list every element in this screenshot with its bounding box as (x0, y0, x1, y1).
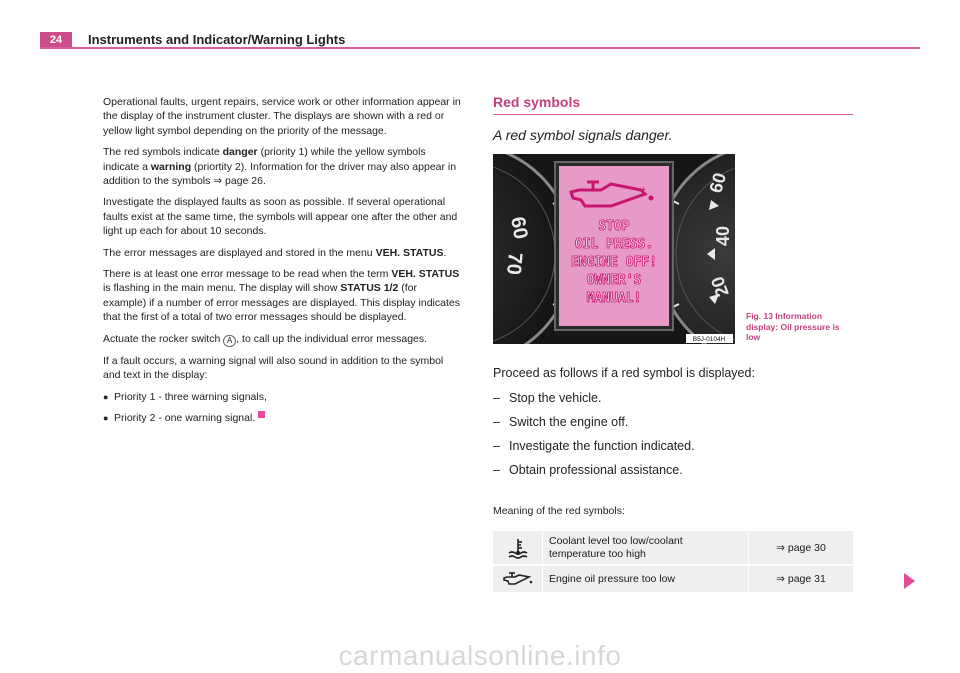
watermark: carmanualsonline.info (338, 640, 622, 671)
term-status-12: STATUS 1/2 (340, 282, 399, 295)
dash-icon: – (493, 439, 500, 453)
bullet-icon: ● (103, 391, 109, 402)
gauge-label: 60 (506, 215, 532, 241)
text-run: The red symbols indicate (103, 146, 223, 159)
paragraph-status (103, 267, 463, 325)
section-subtitle: A red symbol signals danger. (493, 127, 673, 143)
gauge-label: 20 (707, 273, 733, 300)
text-run: The error messages are displayed and stored in the menu (103, 246, 376, 259)
page-reference-link[interactable]: ⇒ page 31 (776, 573, 826, 585)
list-item-text: Priority 2 - one warning signal. (114, 411, 256, 424)
symbol-table (493, 531, 853, 594)
step-item (493, 463, 853, 477)
gauge-label: 70 (502, 251, 526, 276)
page-header (40, 32, 920, 48)
section-end-icon (258, 411, 265, 418)
instrument-figure (493, 154, 735, 344)
instrument-cluster-illustration (493, 154, 735, 344)
bullet-icon: ● (103, 412, 109, 423)
list-item (103, 390, 463, 404)
dash-icon: – (493, 415, 500, 429)
section-title: Red symbols (493, 94, 581, 110)
page-reference-link[interactable]: ⇒ page 30 (776, 541, 826, 554)
paragraph-investigate: Investigate the displayed faults as soon as possible. If several operational faults exist at the same time, the symbols will appear one after the other and light up each for about 10 seconds. (103, 196, 458, 238)
term-veh-status: VEH. STATUS (375, 246, 444, 259)
paragraph-intro: Operational faults, urgent repairs, service work or other information appear in the display of the instrument cluster. The displays are shown with a red or yellow light symbol depending on the priority of the message. (103, 96, 461, 137)
table-row (493, 566, 853, 594)
gauge-label: 60 (705, 170, 731, 196)
text-run: Actuate the rocker switch (103, 332, 224, 345)
paragraph-menu (103, 246, 463, 260)
list-item (103, 411, 463, 425)
term-veh-status: VEH. STATUS (391, 268, 460, 281)
dash-icon: – (493, 391, 500, 405)
display-line: MANUAL! (586, 291, 642, 306)
meaning-label: Meaning of the red symbols: (493, 505, 625, 517)
list-item-text: Priority 1 - three warning signals, (114, 390, 267, 403)
right-column (493, 92, 853, 143)
procedure-steps (493, 366, 853, 487)
term-warning: warning (150, 160, 192, 173)
chapter-title: Instruments and Indicator/Warning Lights (88, 32, 346, 47)
table-row (493, 531, 853, 566)
steps-lead: Proceed as follows if a red symbol is displayed: (493, 366, 755, 380)
step-item (493, 391, 853, 405)
display-line: OWNER'S (586, 273, 642, 288)
gauge-label: 40 (713, 225, 733, 246)
step-item (493, 439, 853, 453)
header-rule (40, 47, 920, 49)
step-item (493, 415, 853, 429)
text-run: . (443, 246, 447, 259)
figure-code: B5J-0104H (692, 336, 726, 343)
step-text: Stop the vehicle. (509, 391, 602, 405)
display-line: OIL PRESS. (574, 237, 654, 252)
text-run: (for example) if a number of error messages are displayed. This display indicates that the first of a total of two error messages should be displayed. (103, 282, 460, 324)
step-text: Obtain professional assistance. (509, 463, 683, 477)
coolant-icon (493, 531, 543, 564)
page-number: 24 (40, 32, 72, 48)
paragraph-warning-signal: If a fault occurs, a warning signal will also sound in addition to the symbol and text in the display: (103, 354, 444, 382)
step-text: Investigate the function indicated. (509, 439, 695, 453)
svg-text:+: + (641, 185, 646, 194)
text-run: , to call up the individual error messages. (236, 332, 428, 345)
left-column (103, 95, 463, 432)
text-run: is flashing in the main menu. The display will show (103, 282, 341, 295)
text-run: (priority 1) while the yellow symbols indicate a (103, 146, 426, 173)
term-danger: danger (222, 146, 258, 159)
symbol-description: Engine oil pressure too low (543, 566, 749, 592)
caption-line: display: Oil pressure is (746, 321, 840, 332)
step-text: Switch the engine off. (509, 415, 629, 429)
caption-line: low (746, 332, 761, 342)
dash-icon: – (493, 463, 500, 477)
text-run: There is at least one error message to be read when the term (103, 268, 392, 281)
next-page-arrow-icon[interactable] (904, 573, 915, 589)
page-link[interactable]: (priortity 2). Information for the driver may also appear in addition to the symbols ⇒ page 26. (103, 160, 457, 188)
caption-line: Fig. 13 Information (746, 311, 823, 321)
paragraph-priority (103, 145, 463, 188)
figure-caption (746, 311, 856, 343)
section-rule (493, 114, 853, 115)
symbol-description: Coolant level too low/coolant temperature too high (543, 531, 749, 564)
callout-a-icon: A (223, 335, 236, 347)
display-line: STOP (598, 219, 630, 234)
paragraph-rocker (103, 332, 463, 347)
display-line: ENGINE OFF! (570, 255, 658, 270)
oil-can-icon (493, 566, 543, 592)
